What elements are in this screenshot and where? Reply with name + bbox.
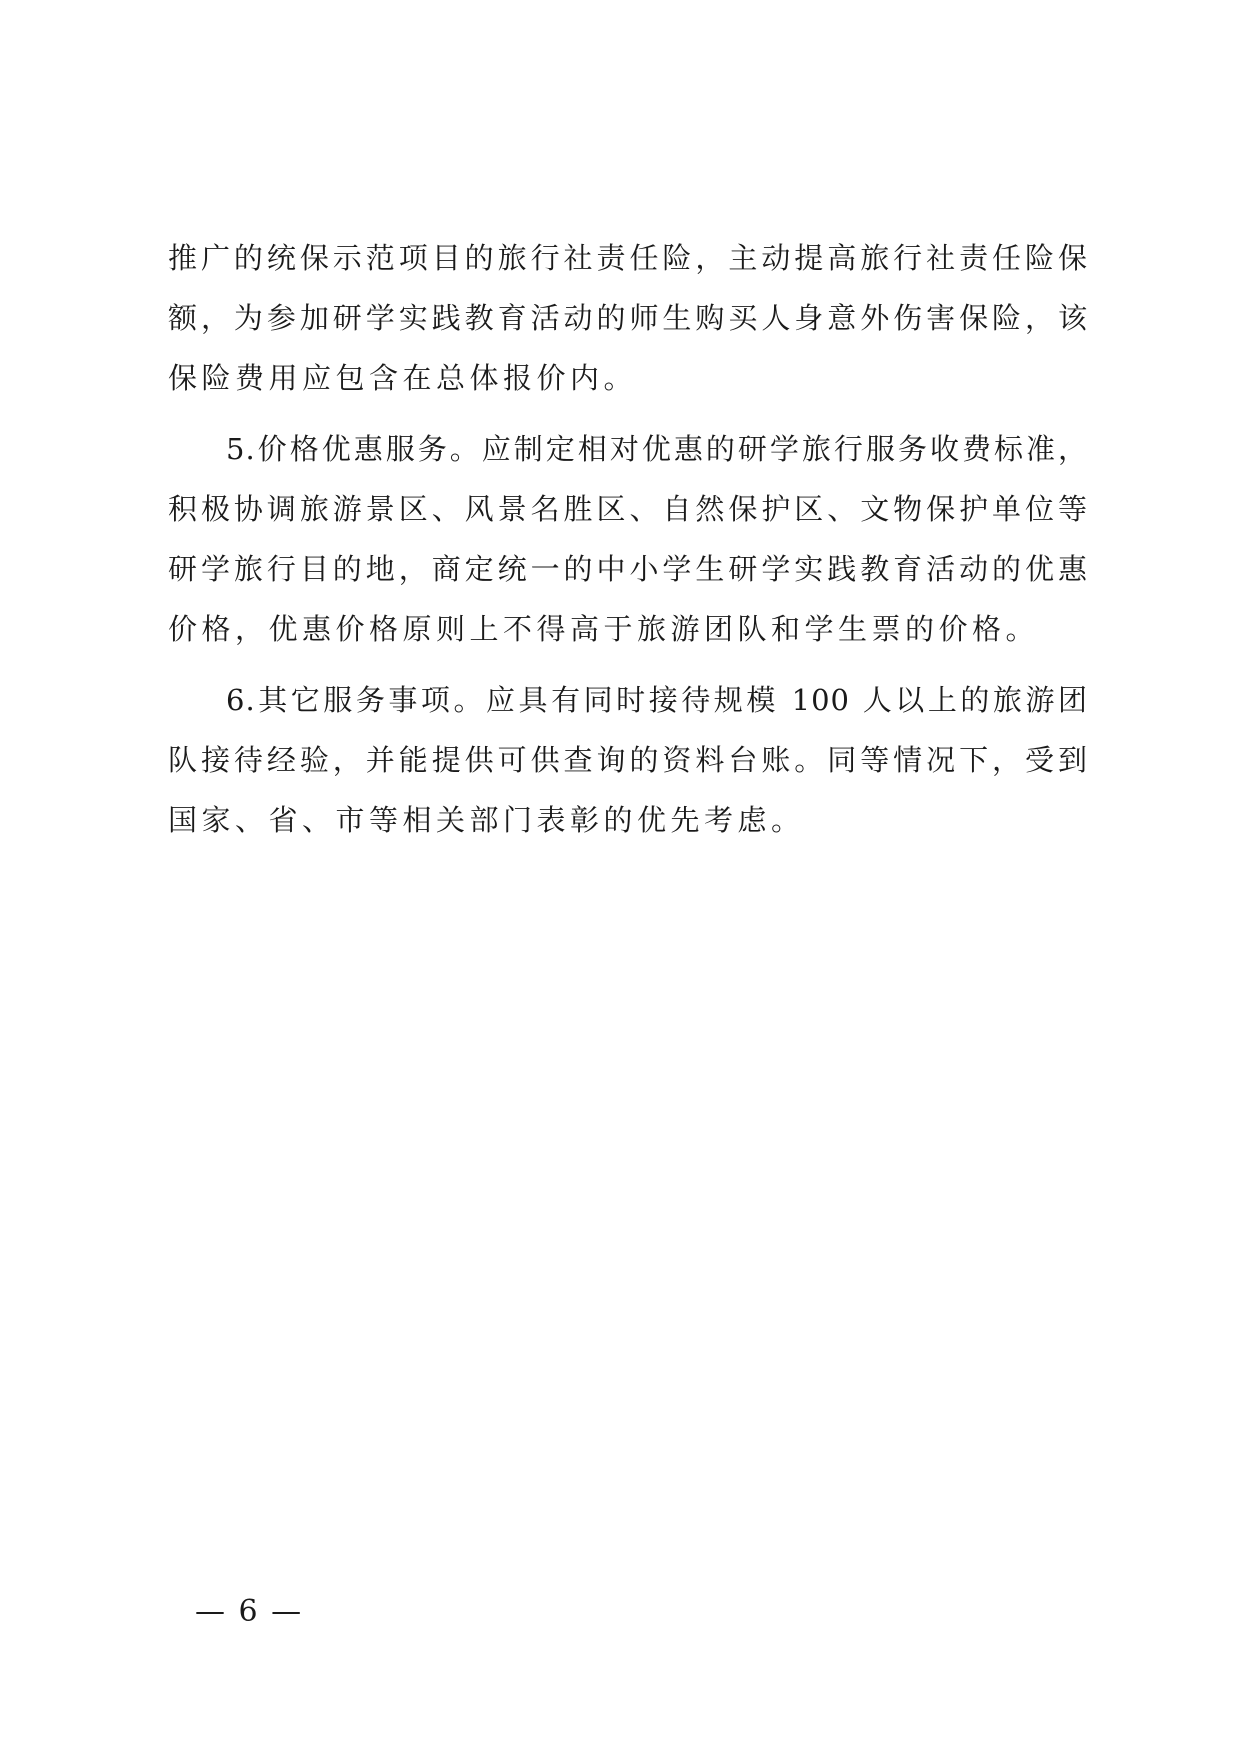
text-line: 国家、省、市等相关部门表彰的优先考虑。: [168, 803, 805, 837]
text-line: 研学旅行目的地，商定统一的中小学生研学实践教育活动的优惠: [168, 552, 1088, 586]
text-line: 队接待经验，并能提供可供查询的资料台账。同等情况下，受到: [168, 743, 1088, 777]
paragraph-other-services: [168, 670, 1088, 850]
paragraph-insurance: [168, 228, 1088, 408]
body-text: [168, 228, 1088, 850]
text-line: 推广的统保示范项目的旅行社责任险，主动提高旅行社责任险保: [168, 241, 1088, 275]
paragraph-price-discount: [168, 419, 1088, 659]
text-line: 6.其它服务事项。应具有同时接待规模 100 人以上的旅游团: [226, 683, 1088, 717]
page-number: — 6 —: [195, 1594, 304, 1629]
text-line: 积极协调旅游景区、风景名胜区、自然保护区、文物保护单位等: [168, 492, 1088, 526]
text-line: 5.价格优惠服务。应制定相对优惠的研学旅行服务收费标准，: [226, 432, 1088, 466]
text-line: 保险费用应包含在总体报价内。: [168, 361, 638, 395]
text-line: 价格，优惠价格原则上不得高于旅游团队和学生票的价格。: [168, 612, 1040, 646]
text-line: 额，为参加研学实践教育活动的师生购买人身意外伤害保险，该: [168, 301, 1088, 335]
